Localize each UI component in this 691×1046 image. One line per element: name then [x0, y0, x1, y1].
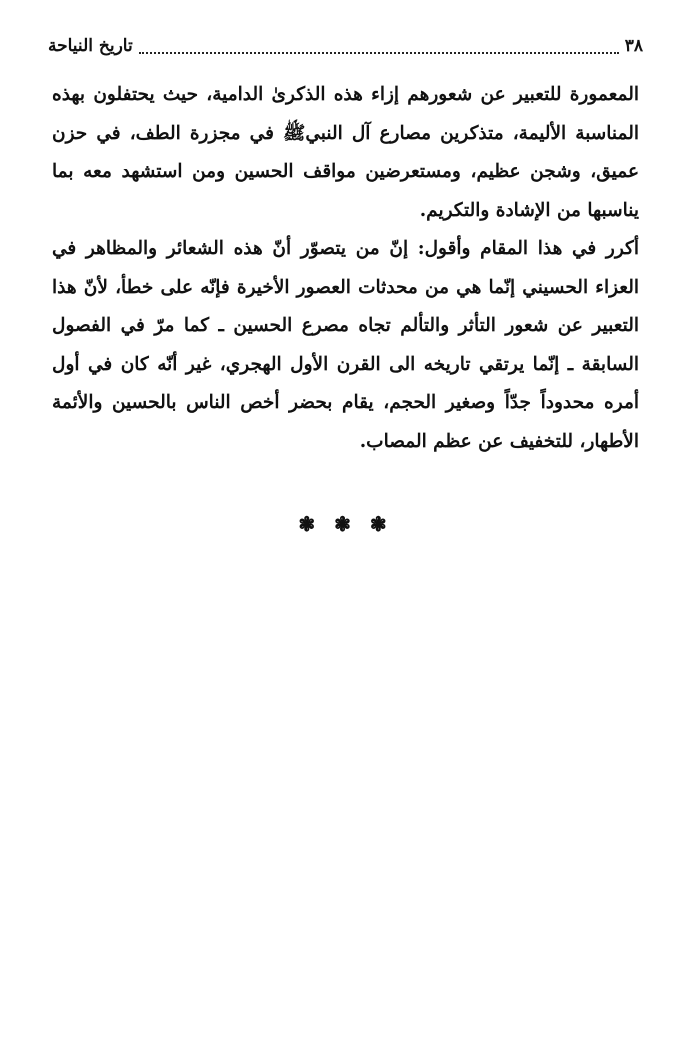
paragraph-2: أكرر في هذا المقام وأقول: إنّ من يتصوّر أنّ هذه الشعائر والمظاهر في العزاء الحسيني إنّما هي من محدثات العصور الأخيرة فإنّه على خطأ، لأنّ هذا التعبير عن شعور التأثر والتألم تجاه مصرع الحسين ـ كما مرّ في الفصول السابقة ـ إنّما يرتقي تاريخه الى القرن الأول الهجري، غير أنّه كان في أول أمره محدوداً جدّاً وصغير الحجم، يقام بحضر أخص الناس بالحسين والأئمة الأطهار، للتخفيف عن عظم المصاب.	[52, 238, 639, 452]
page-number: ٣٨	[624, 36, 643, 56]
dotted-leader	[139, 50, 619, 54]
paragraph-1: المعمورة للتعبير عن شعورهم إزاء هذه الذكرىٰ الدامية، حيث يحتفلون بهذه المناسبة الأليمة، متذكرين مصارع آل النبيﷺ في مجزرة الطف، في حزن عميق، وشجن عظيم، ومستعرضين مواقف الحسين ومن استشهد معه بما يناسبها من الإشادة والتكريم.	[52, 84, 639, 221]
section-separator: ❃ ❃ ❃	[298, 512, 393, 536]
body-text	[52, 76, 639, 461]
page-header	[48, 30, 643, 62]
running-title: تاريخ النياحة	[48, 36, 133, 56]
